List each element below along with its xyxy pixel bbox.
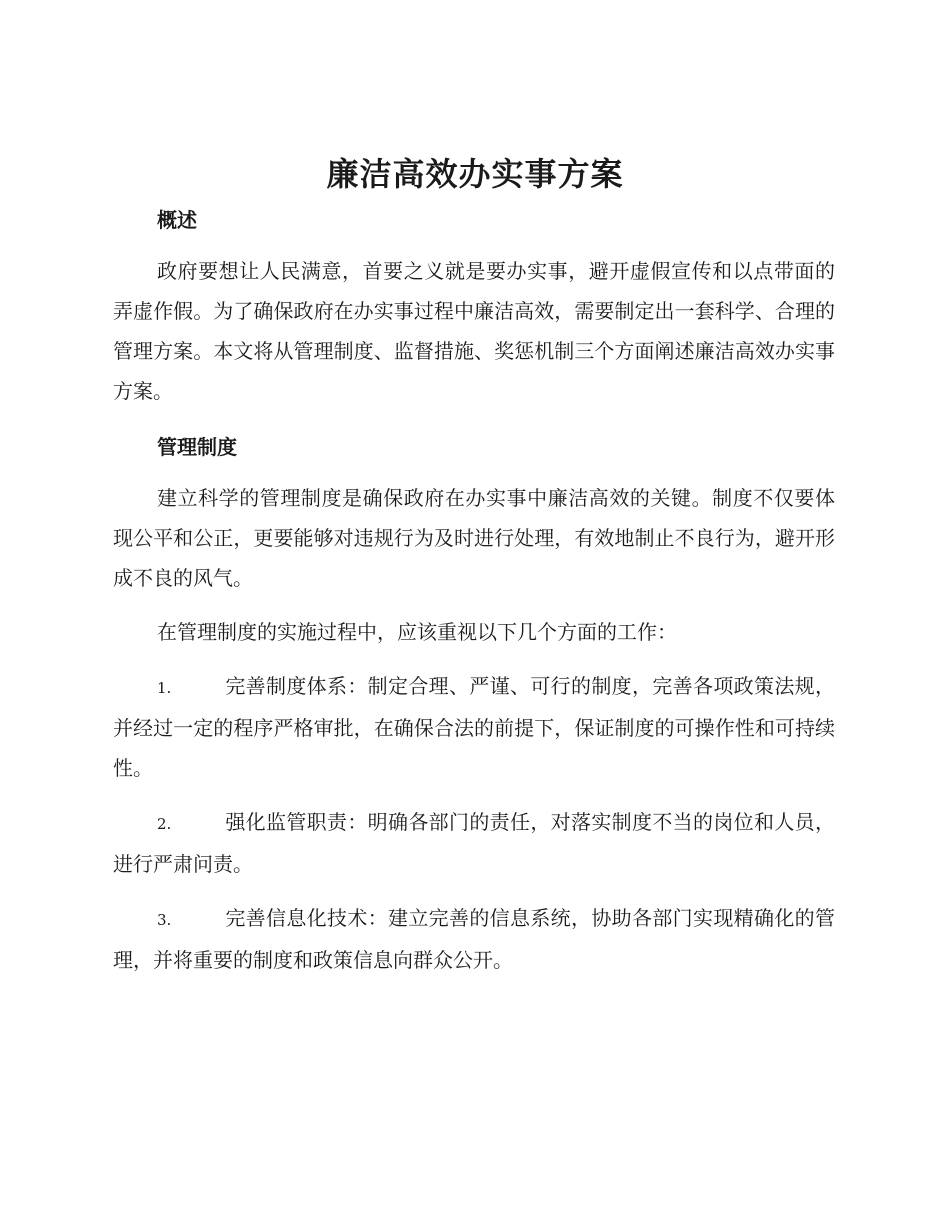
list-item-number: 1. (157, 679, 172, 697)
list-item (113, 666, 835, 788)
list-item-text: 强化监管职责：明确各部门的责任，对落实制度不当的岗位和人员，进行严肃问责。 (113, 810, 835, 876)
section-overview (113, 200, 835, 411)
list-item-text: 完善制度体系：制定合理、严谨、可行的制度，完善各项政策法规，并经过一定的程序严格审批，在确保合法的前提下，保证制度的可操作性和可持续性。 (113, 674, 835, 780)
management-paragraph-1: 建立科学的管理制度是确保政府在办实事中廉洁高效的关键。制度不仅要体现公平和公正，更要能够对违规行为及时进行处理，有效地制止不良行为，避开形成不良的风气。 (113, 486, 835, 590)
section-heading-management: 管理制度 (157, 435, 237, 459)
overview-paragraph: 政府要想让人民满意，首要之义就是要办实事，避开虚假宣传和以点带面的弄虚作假。为了确保政府在办实事过程中廉洁高效，需要制定出一套科学、合理的管理方案。本文将从管理制度、监督措施、奖惩机制三个方面阐述廉洁高效办实事方案。 (113, 259, 835, 403)
list-item-number: 2. (157, 815, 172, 833)
section-management-system (113, 427, 835, 980)
management-paragraph-2: 在管理制度的实施过程中，应该重视以下几个方面的工作： (157, 620, 677, 644)
document-body (113, 200, 835, 980)
list-item (113, 802, 835, 884)
list-item-text: 完善信息化技术：建立完善的信息系统，协助各部门实现精确化的管理，并将重要的制度和政策信息向群众公开。 (113, 906, 835, 972)
document-title: 廉洁高效办实事方案 (326, 155, 624, 193)
list-item (113, 898, 835, 980)
list-item-number: 3. (157, 911, 172, 929)
section-heading-overview: 概述 (157, 208, 197, 232)
